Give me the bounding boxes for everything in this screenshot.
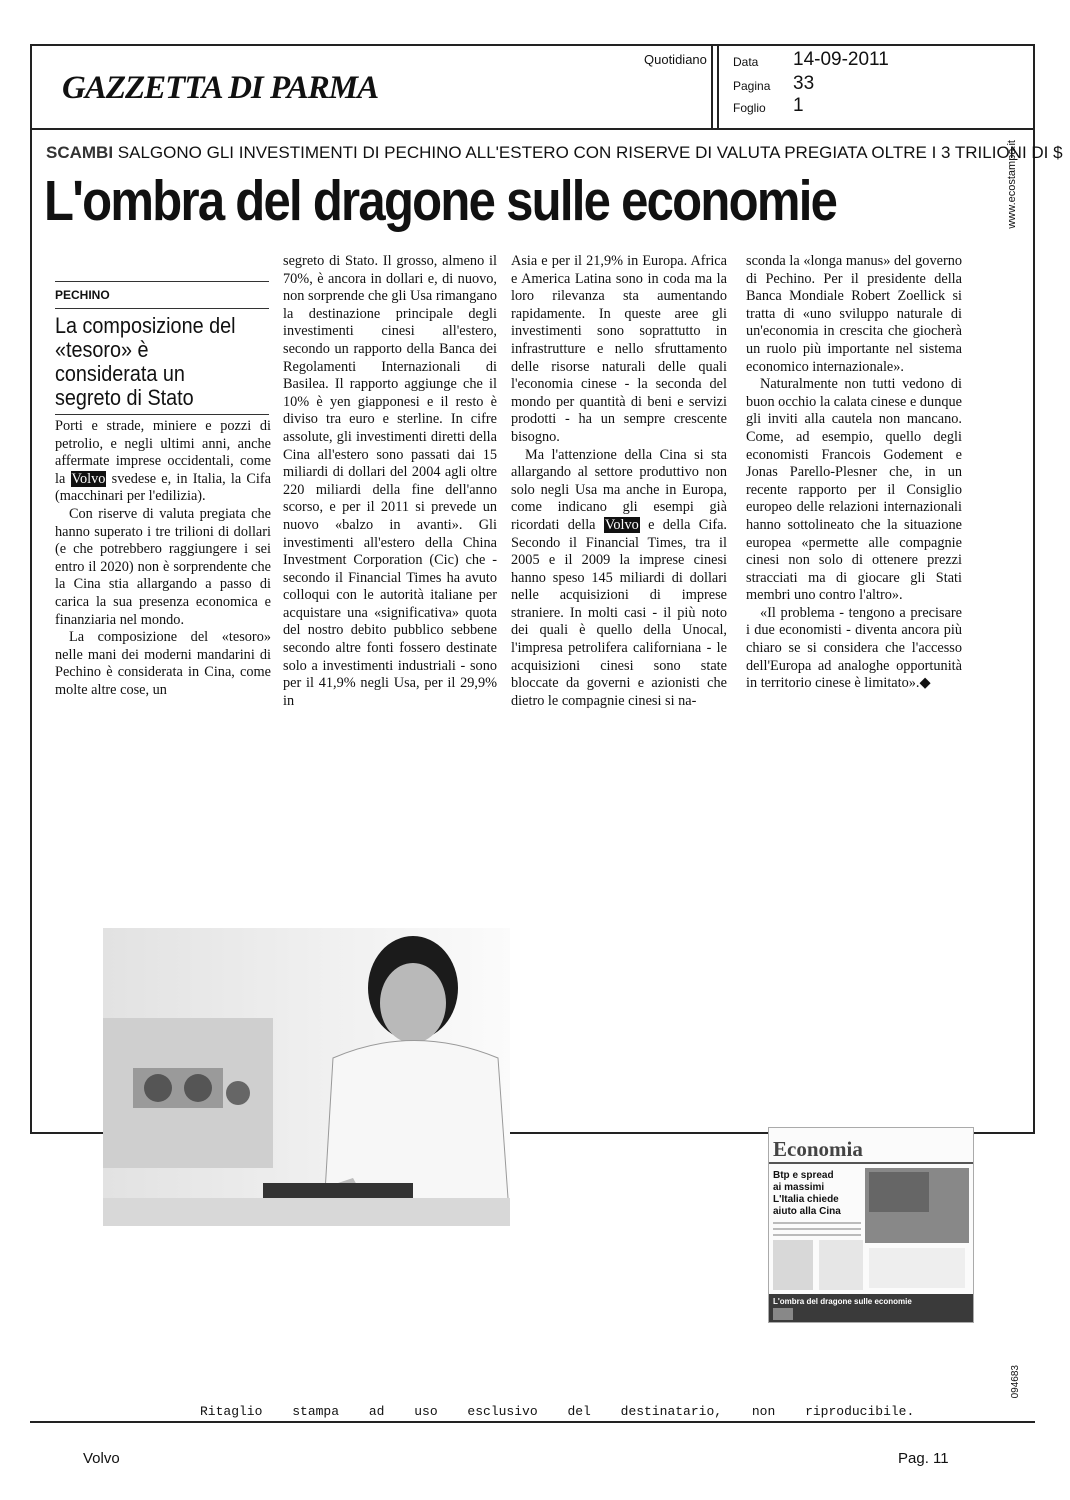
article-kicker (46, 143, 1063, 163)
data-label: Data (733, 55, 759, 69)
thumbnail-headline-line: L'Italia chiede (773, 1194, 839, 1205)
side-url: www.ecostampa.it (1006, 140, 1018, 229)
thumbnail-section: Economia (773, 1137, 863, 1161)
photo-illustration (103, 928, 510, 1226)
paragraph: Naturalmente non tutti vedono di buon occhio la calata cinese e dunque gli inviti alla cautela non mancano. Come, ad esempio, quello degli economisti Francois Godement e Jonas Parello-Plesner che, in un recente rapporto per il Consiglio europeo delle relazioni internazionali hanno sottolineato che la situazione europea «permette alle compagnie cinesi non solo di ottenere prezzi stracciati ma di giocare gli Stati membri uno contro l'altro». (746, 376, 962, 604)
kicker-tag: SCAMBI (46, 143, 114, 162)
volvo-highlight: Volvo (604, 516, 639, 533)
thumbnail-headline-line: aiuto alla Cina (773, 1206, 841, 1217)
rule (55, 414, 269, 415)
paragraph: Asia e per il 21,9% in Europa. Africa e America Latina sono in coda ma la loro rilevanza sta aumentando rapidamente. In queste aree gli investimenti sono soprattutto in infrastrutture e nello sfruttamento delle risorse naturali delle quali l'economia cinese - la seconda del mondo per quantità di beni e servizi prodotti - ha un sempre crescente bisogno. (511, 253, 727, 445)
pagina-label: Pagina (733, 79, 771, 93)
paragraph-text: Porti e strade, miniere e pozzi di petrolio, e negli ultimi anni, anche affermate imprese occidentali, come la (55, 418, 271, 487)
paragraph-text: e della Cifa. Secondo il Financial Times, tra il 2005 e il 2009 la imprese cinesi hanno speso 145 miliardi di dollari nelle acquisizioni di imprese straniere. In molti casi - il più noto dei quali è quello della Unocal, l'impresa petrolifera californiana - le acquisizioni cinesi sono state bloccate da governi e azionisti che dietro le compagnie cinesi si na- (511, 516, 727, 709)
clip-note: Ritaglio stampa ad uso esclusivo del destinatario, non riproducibile. (200, 1404, 915, 1419)
page-thumbnail (768, 1127, 974, 1323)
kicker-text: SALGONO GLI INVESTIMENTI DI PECHINO ALL'ESTERO CON RISERVE DI VALUTA PREGIATA OLTRE I 3 TRILIONI DI $ (117, 143, 1063, 162)
column-2 (283, 253, 497, 710)
thumbnail-strip: L'ombra del dragone sulle economie (773, 1297, 912, 1306)
volvo-highlight: Volvo (71, 470, 106, 487)
masthead: GAZZETTA DI PARMA (62, 70, 379, 106)
paragraph: La composizione del «tesoro» nelle mani dei moderni mandarini di Pechino è considerata in Cina, come molte altre cose, un (55, 629, 271, 698)
paragraph (511, 447, 727, 711)
dateline: PECHINO (55, 288, 110, 302)
paragraph: Con riserve di valuta pregiata che hanno superato i tre trilioni di dollari (e che potrebbero raggiungere i sei entro il 2020) non è sorprendente che la Cina stia allargando a passo di carica la sua presenza economica e finanziaria nel mondo. (55, 505, 271, 628)
header-divider (717, 44, 719, 130)
publication-type: Quotidiano (644, 52, 707, 67)
data-value: 14-09-2011 (793, 49, 889, 70)
side-code: 094683 (1010, 1365, 1021, 1399)
thumbnail-headline (773, 1170, 842, 1217)
page-number: Pag. 11 (898, 1450, 949, 1467)
pagina-value: 33 (793, 73, 815, 94)
header-divider (711, 44, 713, 130)
rule (55, 281, 269, 282)
thumbnail-illustration (769, 1128, 973, 1322)
foglio-value: 1 (793, 95, 804, 116)
thumbnail-headline-line: ai massimi (773, 1182, 825, 1193)
footer-rule (30, 1421, 1035, 1423)
foglio-label: Foglio (733, 101, 766, 115)
paragraph (55, 418, 271, 506)
article-photo (103, 928, 510, 1226)
article-subhead: La composizione del «tesoro» è considerata un segreto di Stato (55, 313, 236, 410)
column-1 (55, 418, 271, 700)
paragraph-text: svedese e, in Italia, la Cifa (macchinari per l'edilizia). (55, 470, 272, 505)
thumbnail-headline-line: Btp e spread (773, 1170, 834, 1181)
paragraph: segreto di Stato. Il grosso, almeno il 70%, è ancora in dollari e, di nuovo, non sorprende che gli Usa rimangano la destinazione principale degli investimenti cinesi all'estero, secondo un rapporto della Banca dei Regolamenti Internazionali di Basilea. Il rapporto aggiunge che il 10% è yen giapponesi e il resto è diviso tra euro e sterline. In cifre assolute, gli investimenti diretti della Cina all'estero sono passati dai 15 miliardi di dollari del 2004 agli oltre 220 miliardi della fine dell'anno scorso, e per il 2011 si prevede un nuovo «balzo in avanti». Gli investimenti all'estero della China Investment Corporation (Cic) che - secondo il Financial Times ha avuto colloqui con le autorità italiane per acquistare una «significativa» quota del nostro debito pubblico sebbene secondo altre fonti fossero destinate solo a investimenti industriali - sono per il 41,9% negli Usa, per il 29,9% in (283, 253, 497, 709)
keyword-label: Volvo (83, 1450, 120, 1467)
article-title: L'ombra del dragone sulle economie (44, 169, 837, 233)
paragraph-text: Ma l'attenzione della Cina si sta allargando al settore produttivo non solo negli Usa ma anche in Europa, come indicano gli esempi già ricordati della (511, 446, 727, 533)
column-3 (511, 253, 727, 710)
paragraph: «Il problema - tengono a precisare i due economisti - diventa ancora più chiaro se si considera che l'accesso dell'Europa ad analoghe opportunità in territorio cinese è limitato».◆ (746, 604, 962, 692)
rule (55, 308, 269, 309)
paragraph: sconda la «longa manus» del governo di Pechino. Per il presidente della Banca Mondiale Robert Zoellick si tratta di «uno sviluppo naturale di un'economia in crescita che giocherà un ruolo più importante nel sistema economico internazionale». (746, 253, 962, 375)
column-4 (746, 253, 962, 693)
